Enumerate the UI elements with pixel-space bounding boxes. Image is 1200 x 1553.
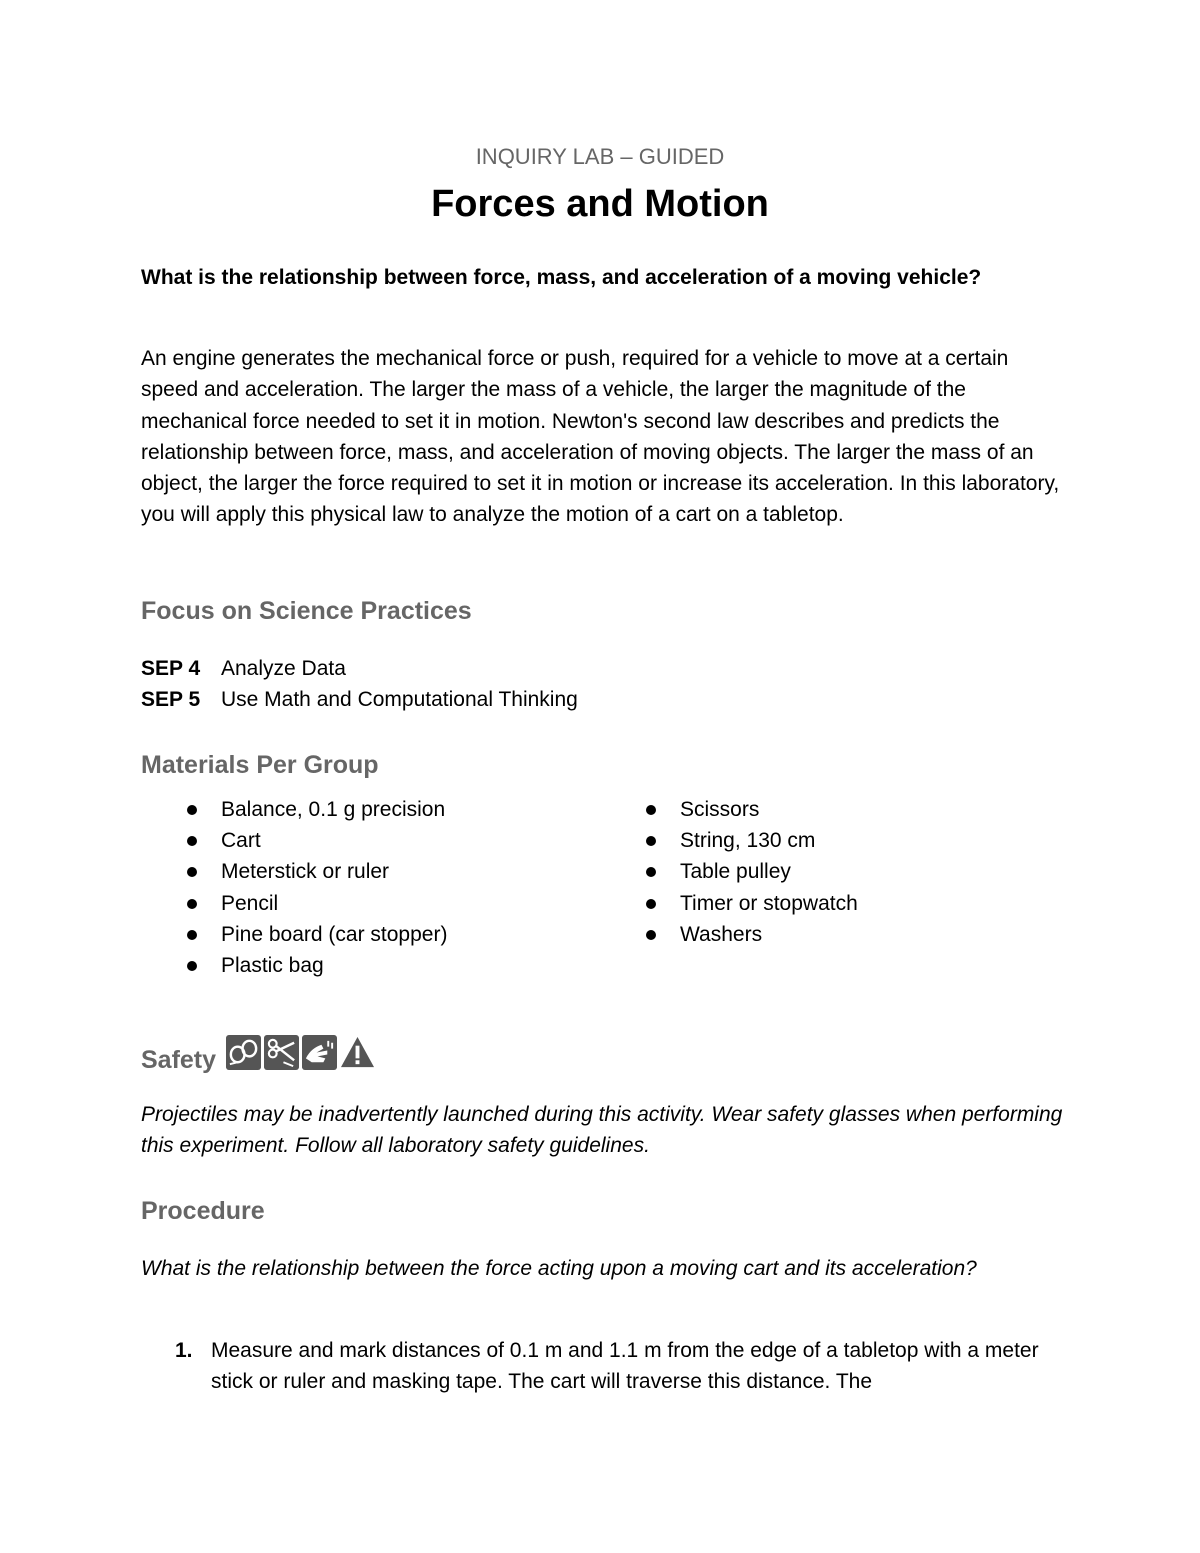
list-item bbox=[187, 856, 447, 887]
procedure-step bbox=[141, 1335, 1071, 1398]
materials-list-left bbox=[187, 794, 447, 981]
safety-icons bbox=[226, 1035, 375, 1074]
list-item bbox=[646, 919, 858, 950]
bullet-icon bbox=[646, 805, 656, 815]
material-label: String, 130 cm bbox=[680, 829, 816, 853]
step-number: 1. bbox=[175, 1339, 193, 1362]
list-item bbox=[187, 950, 447, 981]
page-title: Forces and Motion bbox=[431, 183, 769, 225]
bullet-icon bbox=[187, 836, 197, 846]
sep-item bbox=[141, 684, 578, 715]
safety-heading: Safety bbox=[141, 1046, 217, 1074]
safety-heading-row bbox=[141, 1030, 375, 1074]
sep-item bbox=[141, 653, 346, 684]
step-text: Measure and mark distances of 0.1 m and 1.1 m from the edge of a tabletop with a meter stick or ruler and masking tape. The cart will traverse this distance. The bbox=[211, 1339, 1039, 1394]
material-label: Pine board (car stopper) bbox=[221, 922, 448, 946]
list-item bbox=[187, 825, 447, 856]
materials-heading: Materials Per Group bbox=[141, 751, 379, 779]
material-label: Timer or stopwatch bbox=[680, 891, 858, 915]
procedure-heading: Procedure bbox=[141, 1197, 265, 1225]
procedure-question: What is the relationship between the force acting upon a moving cart and its acceleration? bbox=[141, 1257, 977, 1280]
list-item bbox=[187, 794, 447, 825]
material-label: Washers bbox=[680, 922, 763, 946]
list-item bbox=[646, 888, 858, 919]
sep-label: Analyze Data bbox=[221, 657, 346, 680]
list-item bbox=[187, 919, 447, 950]
list-item bbox=[646, 856, 858, 887]
material-label: Pencil bbox=[221, 891, 279, 915]
bullet-icon bbox=[646, 899, 656, 909]
bullet-icon bbox=[187, 867, 197, 877]
lab-type-label: INQUIRY LAB – GUIDED bbox=[475, 144, 725, 169]
sep-code: SEP 5 bbox=[141, 688, 201, 711]
warning-icon bbox=[340, 1035, 375, 1070]
list-item bbox=[646, 794, 858, 825]
bullet-icon bbox=[187, 899, 197, 909]
safety-text: Projectiles may be inadvertently launched during this activity. Wear safety glasses when performing this experiment. Follow all laboratory safety guidelines. bbox=[141, 1103, 1063, 1157]
intro-paragraph: An engine generates the mechanical force or push, required for a vehicle to move at a certain speed and acceleration. The larger the mass of a vehicle, the larger the magnitude of the mechanical force needed to set it in motion. Newton's second law describes and predicts the relationship between force, mass, and acceleration of moving objects. The larger the mass of an object, the larger the force required to set it in motion or increase its acceleration. In this laboratory, you will apply this physical law to analyze the motion of a cart on a tabletop. bbox=[141, 347, 1060, 527]
list-item bbox=[646, 825, 858, 856]
material-label: Plastic bag bbox=[221, 953, 324, 977]
sep-label: Use Math and Computational Thinking bbox=[221, 688, 578, 711]
bullet-icon bbox=[646, 867, 656, 877]
material-label: Balance, 0.1 g precision bbox=[221, 798, 446, 821]
material-label: Table pulley bbox=[680, 860, 791, 884]
material-label: Cart bbox=[221, 829, 261, 853]
bullet-icon bbox=[646, 836, 656, 846]
bullet-icon bbox=[187, 930, 197, 940]
safety-goggles-icon bbox=[226, 1035, 261, 1070]
materials-list-right bbox=[646, 794, 858, 950]
bullet-icon bbox=[646, 930, 656, 940]
bullet-icon bbox=[187, 805, 197, 815]
science-practices-heading: Focus on Science Practices bbox=[141, 597, 472, 625]
sharp-object-icon bbox=[264, 1035, 299, 1070]
sep-code: SEP 4 bbox=[141, 657, 201, 680]
wash-hands-icon bbox=[302, 1035, 337, 1070]
material-label: Meterstick or ruler bbox=[221, 860, 390, 884]
list-item bbox=[187, 888, 447, 919]
guiding-question: What is the relationship between force, mass, and acceleration of a moving vehicle? bbox=[141, 266, 982, 289]
bullet-icon bbox=[187, 961, 197, 971]
material-label: Scissors bbox=[680, 798, 760, 821]
